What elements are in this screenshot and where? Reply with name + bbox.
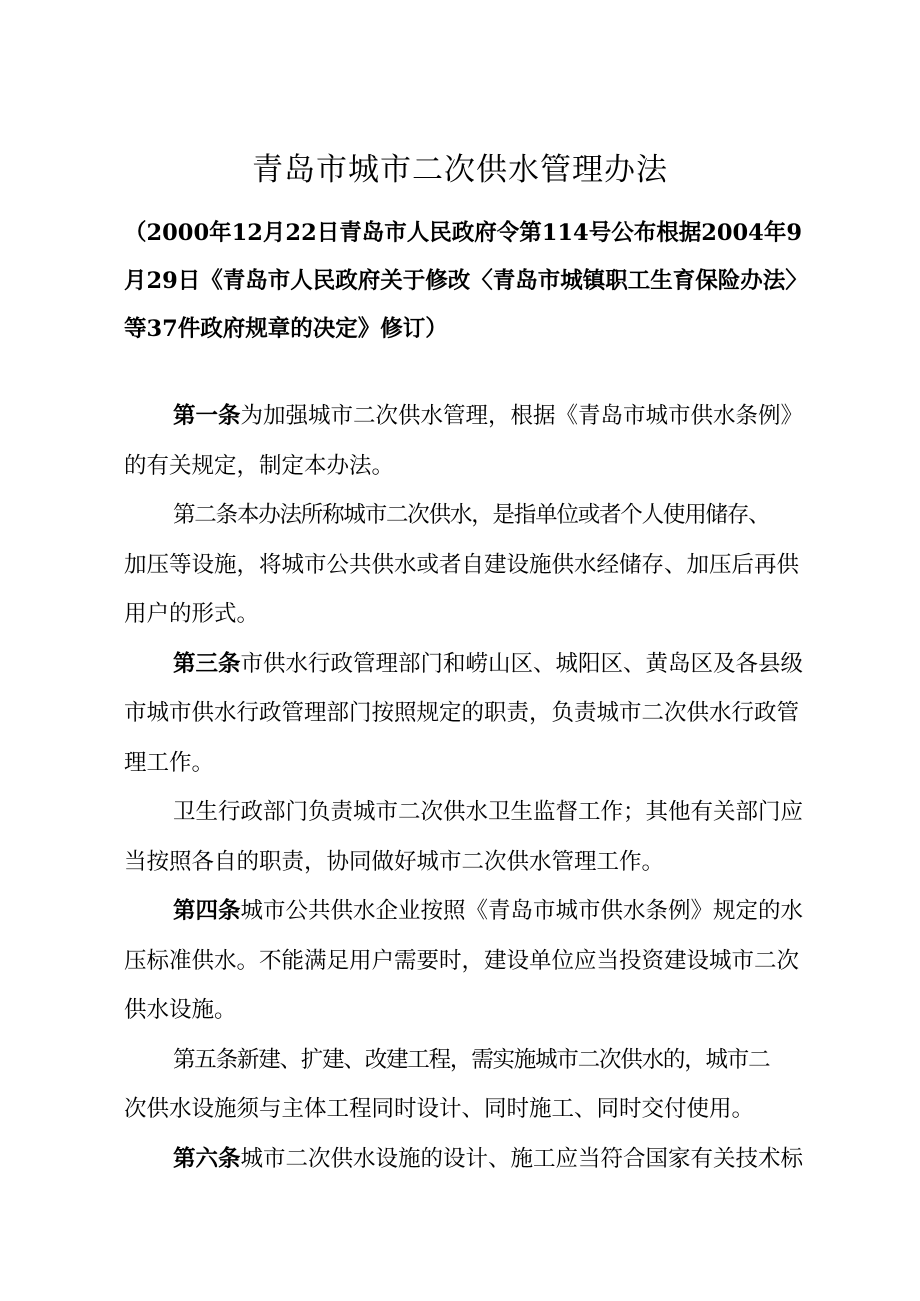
article-text-line: 压标准供水。不能满足用户需要时，建设单位应当投资建设城市二次 (124, 947, 800, 974)
article-heading: 第四条 (173, 898, 241, 924)
document-title: 青岛市城市二次供水管理办法 (252, 152, 668, 188)
subtitle-line: （2000年12月22日青岛市人民政府令第114号公布根据2004年9 (124, 220, 802, 246)
article-text-line: 的有关规定，制定本办法。 (124, 452, 395, 479)
article-text-line: 市供水行政管理部门和崂山区、城阳区、黄岛区及各县级 (240, 650, 804, 677)
subtitle-line: 等37件政府规章的决定》修订） (124, 316, 448, 342)
article-1 (124, 392, 824, 491)
article-text-line: 卫生行政部门负责城市二次供水卫生监督工作；其他有关部门应 (173, 799, 804, 825)
article-heading: 第三条 (173, 650, 241, 677)
article-text-line: 理工作。 (124, 749, 215, 776)
article-text-line: 城市公共供水企业按照《青岛市城市供水条例》规定的水 (240, 898, 804, 924)
article-2 (124, 491, 824, 640)
article-heading: 第一条 (173, 403, 241, 429)
article-text-line: 供水设施。 (124, 997, 237, 1023)
article-3-clause-2 (124, 788, 824, 887)
article-text-line: 加压等设施，将城市公共供水或者自建设施供水经储存、加压后再供 (124, 551, 800, 578)
article-3 (124, 640, 824, 789)
article-6 (124, 1135, 824, 1185)
document-body (124, 392, 824, 1184)
article-text-line: 次供水设施须与主体工程同时设计、同时施工、同时交付使用。 (124, 1096, 755, 1122)
article-text-line: 第五条新建、扩建、改建工程，需实施城市二次供水的，城市二 (173, 1046, 770, 1073)
article-text-line: 城市二次供水设施的设计、施工应当符合国家有关技术标 (240, 1145, 804, 1172)
article-5 (124, 1036, 824, 1135)
article-text-line: 当按照各自的职责，协同做好城市二次供水管理工作。 (124, 848, 665, 875)
article-heading: 第六条 (173, 1145, 241, 1172)
article-text-line: 第二条本办法所称城市二次供水，是指单位或者个人使用储存、 (173, 502, 770, 528)
document-subtitle (124, 209, 814, 353)
article-4 (124, 887, 824, 1036)
article-text-line: 市城市供水行政管理部门按照规定的职责，负责城市二次供水行政管 (124, 700, 800, 726)
article-text-line: 为加强城市二次供水管理，根据《青岛市城市供水条例》 (240, 403, 804, 429)
article-text-line: 用户的形式。 (124, 601, 260, 627)
subtitle-line: 月29日《青岛市人民政府关于修改〈青岛市城镇职工生育保险办法〉 (124, 268, 808, 294)
